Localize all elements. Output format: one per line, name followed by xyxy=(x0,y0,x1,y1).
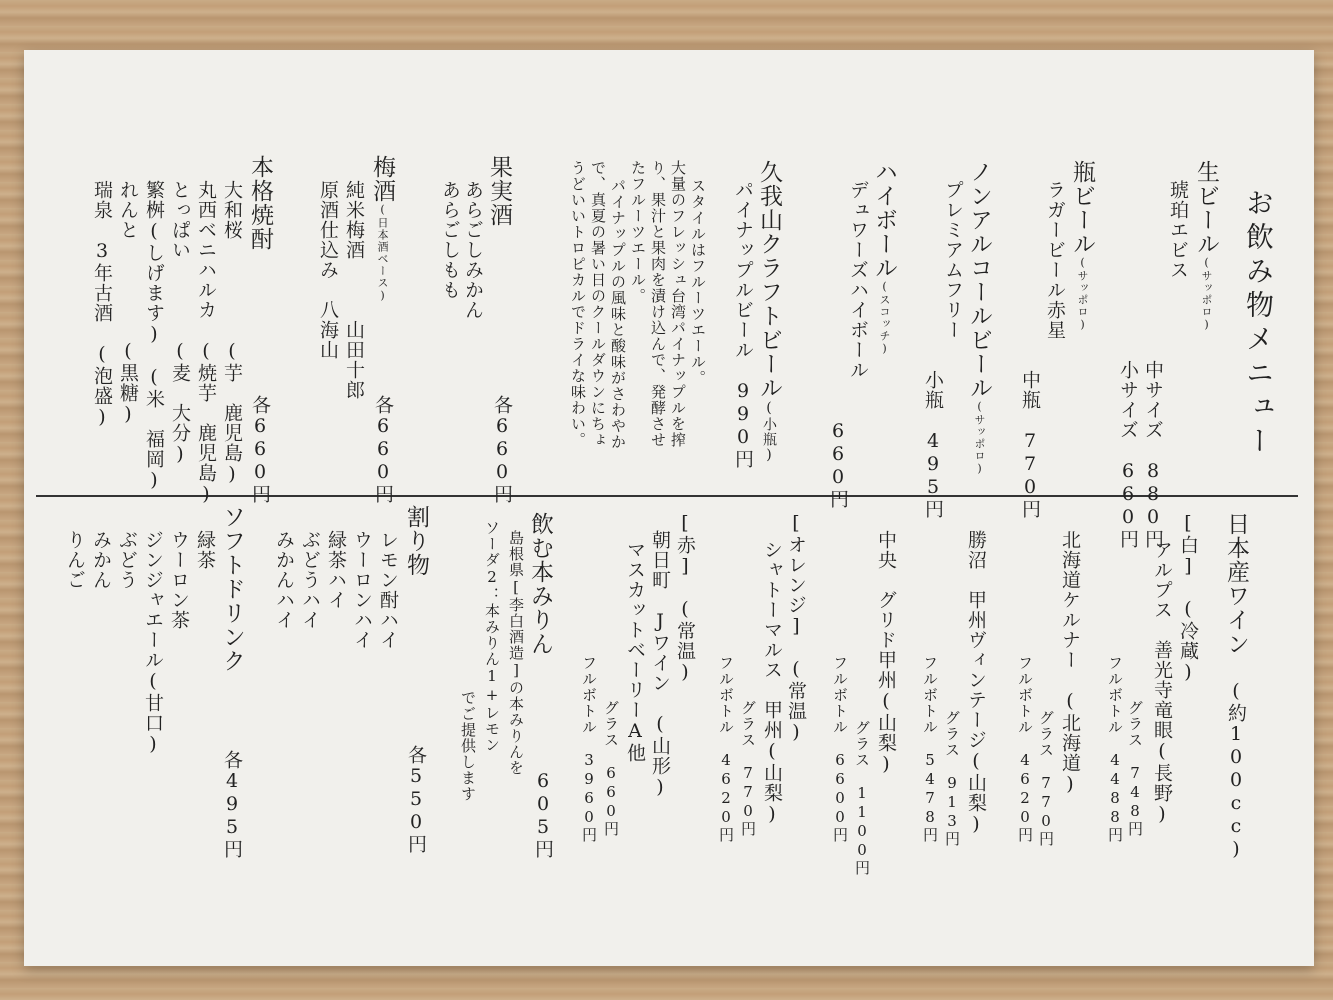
bottle-beer-item: ラガービール赤星 xyxy=(1044,180,1066,340)
highball-price: 660円 xyxy=(827,420,849,509)
shochu-heading: 本格焼酎 xyxy=(247,155,273,251)
umeshu-price: 各660円 xyxy=(372,395,394,504)
umeshu-item: 純米梅酒 山田十郎 xyxy=(343,180,365,400)
bottle-beer-heading: 瓶ビール(サッポロ) xyxy=(1069,160,1095,332)
mirin-line: 島根県[李白酒造]の本みりんを xyxy=(507,530,525,776)
shochu-item: れんと (黒糖) xyxy=(117,180,139,426)
soft-heading: ソフトドリンク xyxy=(219,505,245,673)
beer-item: 琥珀エビス xyxy=(1167,180,1189,280)
craft-desc-line: 大量のフレッシュ台湾パイナップルを搾 xyxy=(669,160,687,448)
mirin-price: 605円 xyxy=(532,770,554,859)
non-alcohol-heading: ノンアルコールビール(サッポロ) xyxy=(966,160,992,476)
wine-glass-price: グラス 770円 xyxy=(739,700,757,837)
wine-name: 朝日町 Jワイン (山形) xyxy=(649,530,671,799)
beer-heading: 生ビール(サッポロ) xyxy=(1193,160,1219,332)
craft-desc-line: うどいいトロピカルでドライな味わい。 xyxy=(569,160,587,448)
wine-glass-price: グラス 770円 xyxy=(1037,710,1055,847)
shochu-item: 丸西ベニハルカ (焼芋 鹿児島) xyxy=(195,180,217,506)
wine-color-white: [白] (冷蔵) xyxy=(1177,512,1199,684)
soft-item: 緑茶 xyxy=(194,530,216,570)
wine-note: (約100cc) xyxy=(1225,680,1247,861)
wine-bottle-price: フルボトル 4620円 xyxy=(717,655,735,843)
wine-bottle-price: フルボトル 5478円 xyxy=(921,655,939,843)
soft-item: ジンジャエール(甘口) xyxy=(142,530,164,756)
craft-desc-line: り、果汁と果肉を漬け込んで、発酵させ xyxy=(649,160,667,448)
wine-bottle-price: フルボトル 6600円 xyxy=(831,655,849,843)
wine-name: シャトーマルス 甲州(山梨) xyxy=(761,540,783,826)
shochu-item: 大和桜 (芋 鹿児島) xyxy=(221,180,243,486)
soft-item: みかん xyxy=(90,530,112,590)
wine-bottle-price: フルボトル 3960円 xyxy=(580,655,598,843)
craft-item: パイナップルビール 990円 xyxy=(732,180,754,469)
wine-name: 勝沼 甲州ヴィンテージ(山梨) xyxy=(965,530,987,836)
shochu-item: 瑞泉 3年古酒 (泡盛) xyxy=(91,180,113,429)
wine-glass-price: グラス 913円 xyxy=(943,710,961,847)
fruit-price: 各660円 xyxy=(491,395,513,504)
craft-desc-line: たフルーツエール。 xyxy=(629,160,647,304)
soft-item: りんご xyxy=(64,530,86,590)
wine-title: 日本産ワイン xyxy=(1223,512,1249,656)
highball-heading: ハイボール(スコッチ) xyxy=(871,160,897,356)
wine-glass-price: グラス 1100円 xyxy=(853,720,871,876)
umeshu-item: 原酒仕込み 八海山 xyxy=(317,180,339,360)
wari-item: ぶどうハイ xyxy=(299,530,321,630)
wari-item: ウーロンハイ xyxy=(351,530,373,650)
craft-desc-line: スタイルはフルーツエール。 xyxy=(689,178,707,386)
wine-color-orange: [オレンジ] (常温) xyxy=(785,512,807,744)
wari-item: 緑茶ハイ xyxy=(325,530,347,610)
mirin-line: ソーダ2：本みりん1+レモン xyxy=(483,520,501,753)
fruit-heading: 果実酒 xyxy=(486,155,512,227)
wine-glass-price: グラス 748円 xyxy=(1126,700,1144,837)
umeshu-heading: 梅酒(日本酒ベース) xyxy=(369,155,395,303)
craft-desc-line: で、真夏の暑い日のクールダウンにちょ xyxy=(589,160,607,448)
mirin-line: でご提供します xyxy=(459,690,477,802)
wari-price: 各550円 xyxy=(405,745,427,854)
menu-title: お飲み物メニュー xyxy=(1242,188,1275,460)
non-alcohol-price: 小瓶 495円 xyxy=(922,370,944,519)
shochu-item: 繁桝(しげます) (米 福岡) xyxy=(143,180,165,492)
wari-item: レモン酎ハイ xyxy=(377,530,399,650)
soft-item: ウーロン茶 xyxy=(168,530,190,630)
non-alcohol-item: プレミアムフリー xyxy=(942,180,964,340)
mirin-heading: 飲む本みりん xyxy=(527,512,553,656)
soft-price: 各495円 xyxy=(221,750,243,859)
fruit-item: あらごしみかん xyxy=(462,180,484,320)
fruit-item: あらごしもも xyxy=(439,180,461,300)
wine-color-red: [赤] (常温) xyxy=(674,512,696,684)
beer-size-small: 小サイズ 660円 xyxy=(1117,360,1139,549)
highball-item: デュワーズハイボール xyxy=(847,180,869,380)
shochu-price: 各660円 xyxy=(249,395,271,504)
craft-desc-line: パイナップルの風味と酸味がさわやか xyxy=(609,178,627,450)
wine-glass-price: グラス 660円 xyxy=(602,700,620,837)
wari-item: みかんハイ xyxy=(273,530,295,630)
wine-bottle-price: フルボトル 4488円 xyxy=(1106,655,1124,843)
shochu-item: とっぱい (麦 大分) xyxy=(169,180,191,466)
wine-name: 中央 グリド甲州(山梨) xyxy=(875,530,897,776)
wine-bottle-price: フルボトル 4620円 xyxy=(1016,655,1034,843)
soft-item: ぶどう xyxy=(116,530,138,590)
bottle-beer-price: 中瓶 770円 xyxy=(1019,370,1041,519)
beer-size-medium: 中サイズ 880円 xyxy=(1142,360,1164,549)
craft-heading: 久我山クラフトビール(小瓶) xyxy=(756,160,782,464)
wine-name: アルプス 善光寺竜眼(長野) xyxy=(1151,540,1173,826)
wari-heading: 割り物 xyxy=(403,505,429,577)
wine-name: 北海道ケルナー (北海道) xyxy=(1059,530,1081,796)
section-divider xyxy=(36,495,1298,497)
wine-name: マスカットベーリーA他 xyxy=(624,540,646,763)
